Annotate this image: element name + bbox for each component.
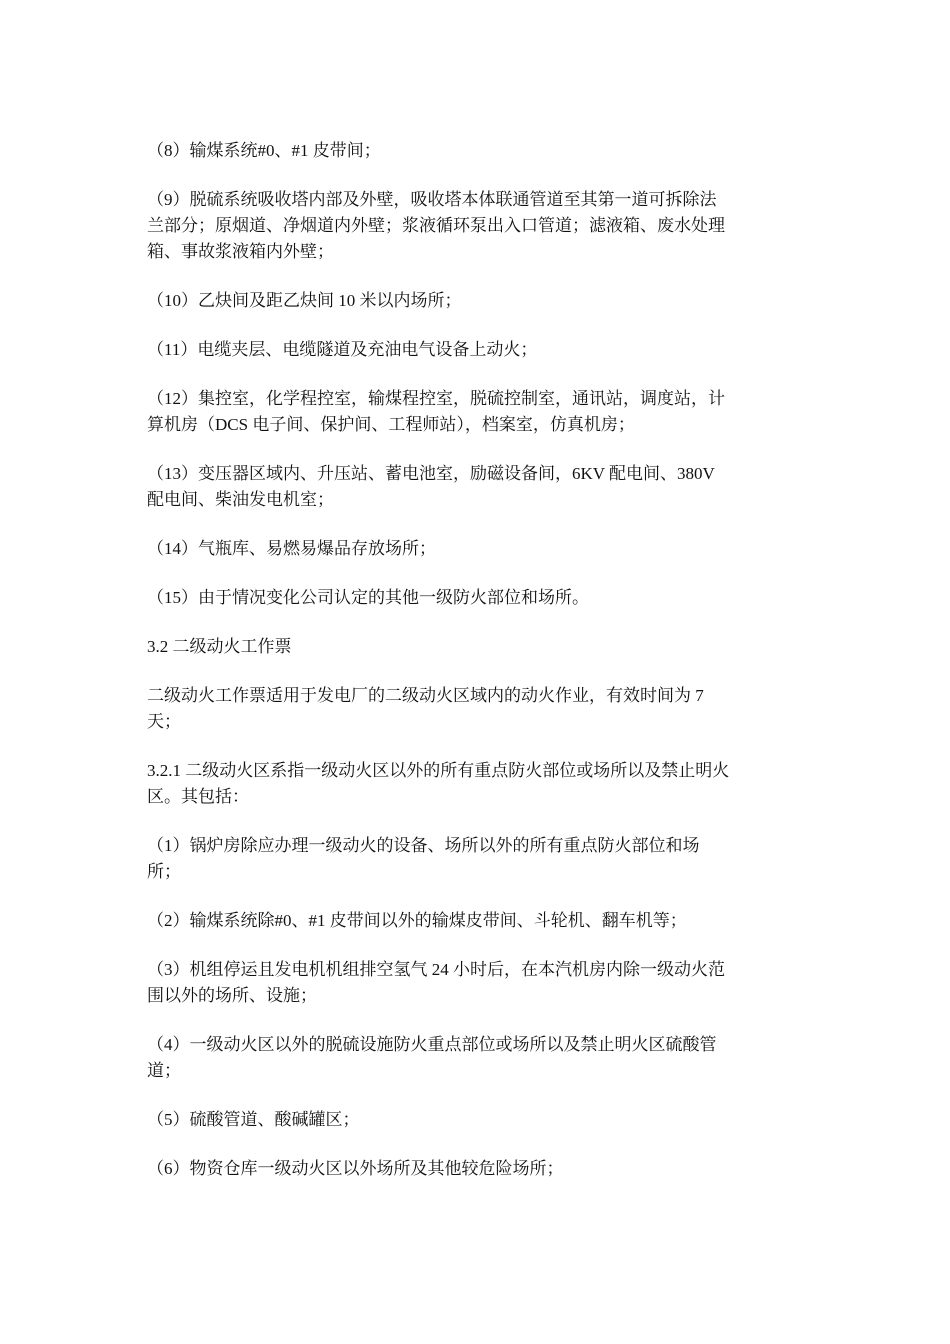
text-line: （2）输煤系统除#0、#1 皮带间以外的输煤皮带间、斗轮机、翻车机等；: [147, 911, 687, 930]
text-line: （15）由于情况变化公司认定的其他一级防火部位和场所。: [147, 588, 589, 607]
text-line: 兰部分；原烟道、净烟道内外壁；浆液循环泵出入口管道；滤液箱、废水处理: [147, 216, 725, 235]
paragraph-item-9-desulfurization: [147, 187, 807, 265]
text-line: 道；: [147, 1061, 181, 1080]
text-line: （11）电缆夹层、电缆隧道及充油电气设备上动火；: [147, 340, 538, 359]
text-line: （5）硫酸管道、酸碱罐区；: [147, 1110, 360, 1129]
text-line: 二级动火工作票适用于发电厂的二级动火区域内的动火作业，有效时间为 7: [147, 686, 704, 705]
paragraph-sub-item-5-acid: [147, 1107, 807, 1133]
paragraph-secondary-ticket-desc: [147, 683, 807, 735]
text-line: （3）机组停运且发电机机组排空氢气 24 小时后，在本汽机房内除一级动火范: [147, 960, 725, 979]
paragraph-item-13-transformer: [147, 461, 807, 513]
text-line: 3.2 二级动火工作票: [147, 637, 292, 656]
paragraph-item-15-other: [147, 585, 807, 611]
document-body: [147, 138, 807, 1205]
paragraph-item-10-acetylene: [147, 288, 807, 314]
text-line: （9）脱硫系统吸收塔内部及外壁，吸收塔本体联通管道至其第一道可拆除法: [147, 190, 717, 209]
paragraph-3-2-1-definition: [147, 758, 807, 810]
paragraph-item-11-cable: [147, 337, 807, 363]
text-line: 天；: [147, 712, 181, 731]
text-line: 箱、事故浆液箱内外壁；: [147, 242, 334, 261]
text-line: （8）输煤系统#0、#1 皮带间；: [147, 141, 381, 160]
paragraph-item-14-gas-cylinder: [147, 536, 807, 562]
text-line: （10）乙炔间及距乙炔间 10 米以内场所；: [147, 291, 462, 310]
text-line: 区。其包括：: [147, 787, 249, 806]
text-line: （6）物资仓库一级动火区以外场所及其他较危险场所；: [147, 1159, 564, 1178]
text-line: 围以外的场所、设施；: [147, 986, 317, 1005]
paragraph-item-12-control-rooms: [147, 386, 807, 438]
text-line: （14）气瓶库、易燃易爆品存放场所；: [147, 539, 436, 558]
text-line: 3.2.1 二级动火区系指一级动火区以外的所有重点防火部位或场所以及禁止明火: [147, 761, 730, 780]
text-line: 所；: [147, 862, 181, 881]
text-line: （12）集控室，化学程控室，输煤程控室，脱硫控制室，通讯站，调度站，计: [147, 389, 725, 408]
text-line: （4）一级动火区以外的脱硫设施防火重点部位或场所以及禁止明火区硫酸管: [147, 1035, 717, 1054]
text-line: 配电间、柴油发电机室；: [147, 490, 334, 509]
paragraph-sub-item-4-desulfurization: [147, 1032, 807, 1084]
text-line: 算机房（DCS 电子间、保护间、工程师站），档案室，仿真机房；: [147, 415, 635, 434]
paragraph-item-8-coal-belt: [147, 138, 807, 164]
text-line: （1）锅炉房除应办理一级动火的设备、场所以外的所有重点防火部位和场: [147, 836, 700, 855]
paragraph-sub-item-6-warehouse: [147, 1156, 807, 1182]
paragraph-sub-item-3-turbine: [147, 957, 807, 1009]
paragraph-sub-item-2-coal: [147, 908, 807, 934]
paragraph-sub-item-1-boiler: [147, 833, 807, 885]
text-line: （13）变压器区域内、升压站、蓄电池室，励磁设备间，6KV 配电间、380V: [147, 464, 715, 483]
section-heading-3-2: [147, 634, 807, 660]
